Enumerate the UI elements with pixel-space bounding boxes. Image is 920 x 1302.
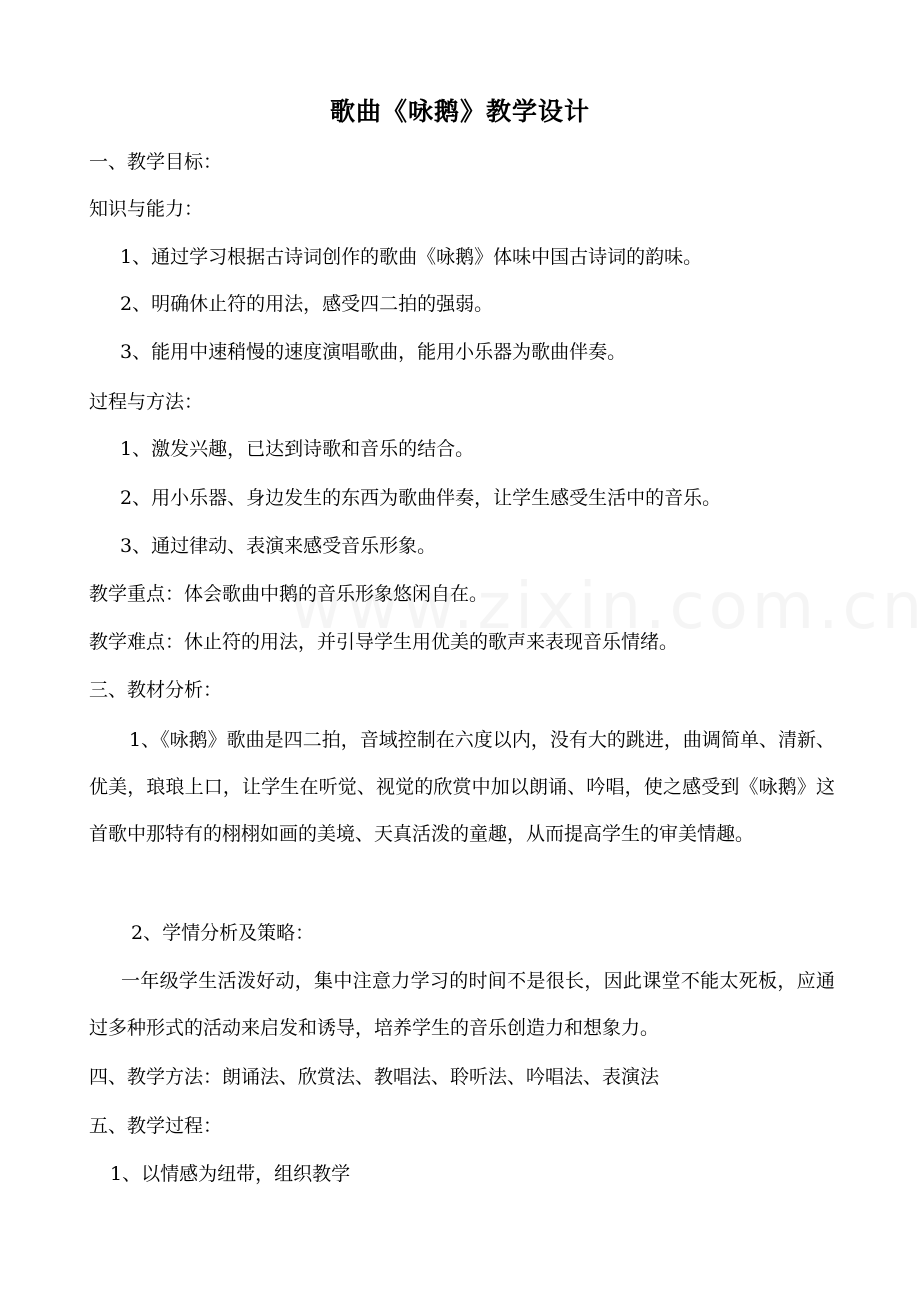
procedure-item: 1、以情感为纽带，组织教学 — [110, 1163, 351, 1185]
analysis-subheading-2: 2、学情分析及策略： — [131, 922, 315, 944]
knowledge-item: 3、能用中速稍慢的速度演唱歌曲，能用小乐器为歌曲伴奏。 — [120, 341, 627, 363]
teaching-methods: 四、教学方法：朗诵法、欣赏法、教唱法、聆听法、吟唱法、表演法 — [89, 1066, 660, 1088]
knowledge-item: 2、明确休止符的用法，感受四二拍的强弱。 — [120, 293, 494, 315]
key-point: 教学重点：体会歌曲中鹅的音乐形象悠闲自在。 — [89, 583, 489, 605]
process-item: 2、用小乐器、身边发生的东西为歌曲伴奏，让学生感受生活中的音乐。 — [120, 487, 722, 509]
analysis-paragraph-1: 1、《咏鹅》歌曲是四二拍，音域控制在六度以内，没有大的跳进，曲调简单、清新、优美，琅琅上口，让学生在听觉、视觉的欣赏中加以朗诵、吟唱，使之感受到《咏鹅》这首歌中那特有的栩栩如画的美境、天真活泼的童趣，从而提高学生的审美情趣。 — [89, 729, 835, 845]
analysis-heading: 三、教材分析： — [89, 679, 223, 701]
process-item: 1、激发兴趣，已达到诗歌和音乐的结合。 — [120, 438, 475, 460]
knowledge-item: 1、通过学习根据古诗词创作的歌曲《咏鹅》体味中国古诗词的韵味。 — [120, 246, 703, 268]
process-item: 3、通过律动、表演来感受音乐形象。 — [120, 535, 437, 557]
analysis-paragraph-2: 一年级学生活泼好动，集中注意力学习的时间不是很长，因此课堂不能太死板，应通过多种形式的活动来启发和诱导，培养学生的音乐创造力和想象力。 — [89, 970, 835, 1039]
process-heading: 过程与方法： — [89, 391, 204, 413]
knowledge-heading: 知识与能力： — [89, 198, 204, 220]
document-title: 歌曲《咏鹅》教学设计 — [329, 97, 590, 126]
difficulty: 教学难点：休止符的用法，并引导学生用优美的歌声来表现音乐情绪。 — [89, 631, 679, 653]
goals-heading: 一、教学目标： — [89, 151, 223, 173]
procedure-heading: 五、教学过程： — [89, 1115, 223, 1137]
